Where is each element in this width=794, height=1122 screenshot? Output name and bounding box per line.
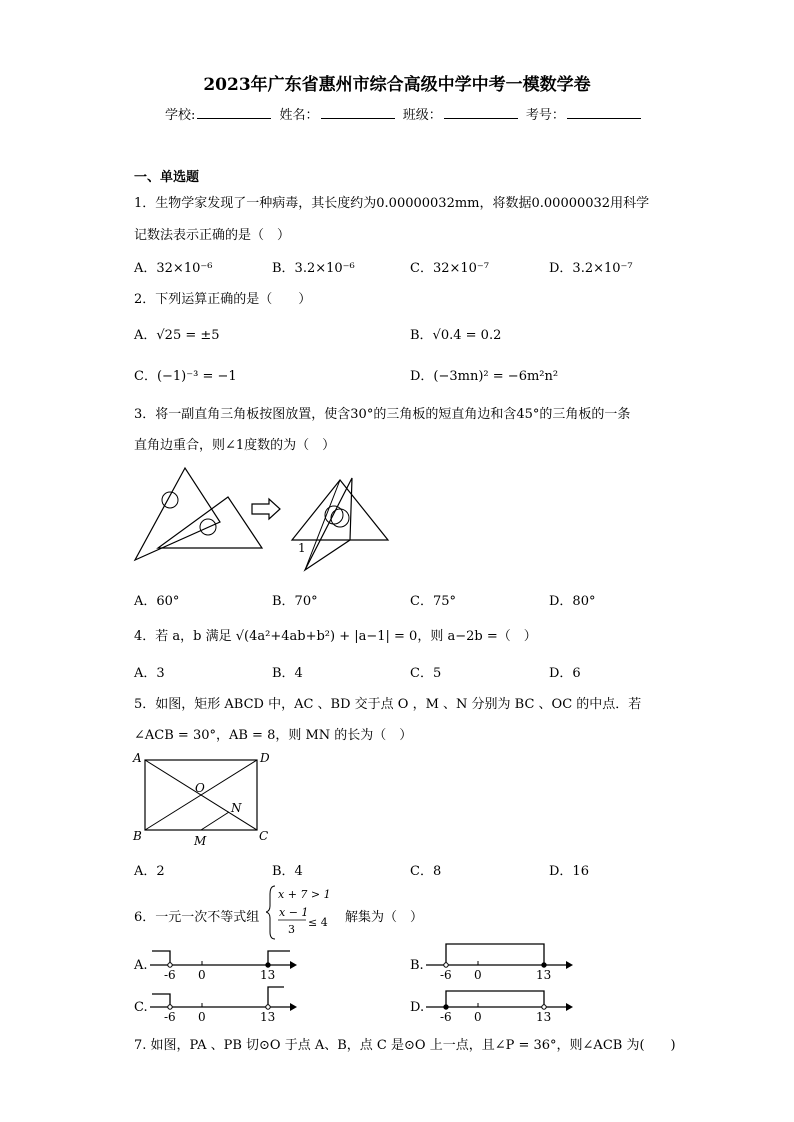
q1-option-c[interactable]: C．32×10⁻⁷ <box>410 261 489 276</box>
q3-line2: 直角边重合，则∠1度数的为（ ） <box>134 438 336 453</box>
class-label: 班级： <box>402 108 442 123</box>
q1-line2: 记数法表示正确的是（ ） <box>134 228 291 243</box>
arrow-right-icon <box>290 1003 297 1011</box>
q3-triangle-45-left <box>158 497 262 548</box>
q5-segment-mn <box>201 812 229 830</box>
q6-option-d-letter[interactable]: D. <box>410 1000 425 1015</box>
q5-option-b[interactable]: B．4 <box>272 864 303 879</box>
q1-option-d[interactable]: D．3.2×10⁻⁷ <box>549 261 633 276</box>
page-title: 2023年广东省惠州市综合高级中学中考一模数学卷 <box>203 75 591 95</box>
q3-angle-label: 1 <box>298 541 306 555</box>
q1-option-a[interactable]: A．32×10⁻⁶ <box>134 261 213 276</box>
tick-label-13: 13 <box>260 968 276 981</box>
q6-suffix: 解集为（ ） <box>345 910 424 925</box>
q5-label-c: C <box>259 829 269 843</box>
q6-ineq2-rhs: ≤ 4 <box>308 916 328 929</box>
q4-option-c[interactable]: C．5 <box>410 666 442 681</box>
q2-option-d[interactable]: D．(−3mn)² = −6m²n² <box>410 369 559 384</box>
q2-option-a[interactable]: A．√25 = ±5 <box>134 328 220 343</box>
open-dot <box>444 963 448 967</box>
school-blank[interactable] <box>197 106 271 119</box>
q3-hole-4 <box>331 509 349 527</box>
q1-option-b[interactable]: B．3.2×10⁻⁶ <box>272 261 355 276</box>
tick-label-0: 0 <box>474 1010 482 1023</box>
tick-label-0: 0 <box>198 968 206 981</box>
tick-label-0: 0 <box>198 1010 206 1023</box>
q2-option-b[interactable]: B．√0.4 = 0.2 <box>410 328 502 343</box>
q6-ineq2-numerator: x − 1 <box>279 906 309 919</box>
q6-option-c-numberline[interactable] <box>150 983 300 1023</box>
q6-inequality-system <box>266 882 336 942</box>
q3-triangle-45-right <box>292 480 388 540</box>
q6-brace <box>266 886 275 939</box>
solution-ray <box>152 951 170 965</box>
class-blank[interactable] <box>444 106 518 119</box>
q2-stem: 2．下列运算正确的是（ ） <box>134 292 312 307</box>
solid-dot <box>444 1005 448 1009</box>
q5-option-a[interactable]: A．2 <box>134 864 165 879</box>
q3-triangle-30-left <box>135 468 220 560</box>
q3-line1: 3．将一副直角三角板按图放置，使含30°的三角板的短直角边和含45°的三角板的一条 <box>134 407 631 422</box>
q7-stem: 7. 如图，PA 、PB 切⊙O 于点 A、B，点 C 是⊙O 上一点，且∠P = 36°，则∠ACB 为( ) <box>134 1038 676 1053</box>
q3-triangle-30-right <box>305 478 352 570</box>
q5-label-b: B <box>133 829 142 843</box>
q5-label-a: A <box>133 751 142 765</box>
name-label: 姓名： <box>279 108 319 123</box>
q4-option-b[interactable]: B．4 <box>272 666 303 681</box>
q6-ineq2-denominator: 3 <box>288 923 295 936</box>
exam-number-blank[interactable] <box>567 106 641 119</box>
q5-label-m: M <box>194 834 207 848</box>
arrow-right-icon <box>252 499 280 519</box>
q4-stem: 4．若 a，b 满足 √(4a²+4ab+b²) + |a−1| = 0，则 a−2b =（ ） <box>134 629 537 644</box>
q6-option-b-numberline[interactable] <box>426 940 576 981</box>
name-blank[interactable] <box>321 106 395 119</box>
q6-prefix: 6．一元一次不等式组 <box>134 910 260 925</box>
tick-label-13: 13 <box>260 1010 276 1023</box>
tick-label-neg6: -6 <box>164 1010 176 1023</box>
q5-label-n: N <box>231 801 242 815</box>
q3-option-b[interactable]: B．70° <box>272 594 318 609</box>
q5-label-o: O <box>195 781 205 795</box>
open-dot <box>168 963 172 967</box>
tick-label-neg6: -6 <box>440 968 452 981</box>
student-info-line <box>165 104 645 123</box>
tick-label-neg6: -6 <box>164 968 176 981</box>
arrow-right-icon <box>290 961 297 969</box>
exam-number-label: 考号： <box>525 108 565 123</box>
open-dot <box>542 1005 546 1009</box>
q3-figure <box>130 460 400 580</box>
q1-line1: 1．生物学家发现了一种病毒，其长度约为0.00000032mm，将数据0.00000032用科学 <box>134 196 650 211</box>
solution-ray <box>268 951 290 965</box>
q5-option-c[interactable]: C．8 <box>410 864 442 879</box>
q6-option-a-numberline[interactable] <box>150 943 300 981</box>
q2-option-c[interactable]: C．(−1)⁻³ = −1 <box>134 369 237 384</box>
q5-option-d[interactable]: D．16 <box>549 864 589 879</box>
q5-line2: ∠ACB = 30°，AB = 8，则 MN 的长为（ ） <box>134 728 413 743</box>
q3-option-d[interactable]: D．80° <box>549 594 596 609</box>
tick-label-13: 13 <box>536 968 552 981</box>
solid-dot <box>542 963 546 967</box>
tick-label-0: 0 <box>474 968 482 981</box>
q4-option-d[interactable]: D．6 <box>549 666 581 681</box>
tick-label-13: 13 <box>536 1010 552 1023</box>
q6-option-d-numberline[interactable] <box>426 983 576 1023</box>
q3-option-a[interactable]: A．60° <box>134 594 180 609</box>
arrow-right-icon <box>566 961 573 969</box>
solution-segment <box>446 944 544 965</box>
open-dot <box>266 1005 270 1009</box>
q6-option-b-letter[interactable]: B. <box>410 958 424 973</box>
solution-segment <box>446 991 544 1007</box>
solution-ray <box>268 987 284 1007</box>
q5-rectangle-figure <box>130 750 280 850</box>
q5-label-d: D <box>260 751 270 765</box>
q6-ineq1: x + 7 > 1 <box>278 888 331 901</box>
arrow-right-icon <box>566 1003 573 1011</box>
q6-option-a-letter[interactable]: A. <box>134 958 148 973</box>
solid-dot <box>266 963 270 967</box>
open-dot <box>168 1005 172 1009</box>
school-label: 学校: <box>165 108 196 123</box>
solution-ray <box>152 994 170 1007</box>
q4-option-a[interactable]: A．3 <box>134 666 165 681</box>
q3-option-c[interactable]: C．75° <box>410 594 456 609</box>
q5-line1: 5．如图，矩形 ABCD 中，AC 、BD 交于点 O ，M 、N 分别为 BC 、OC 的中点．若 <box>134 697 642 712</box>
q6-option-c-letter[interactable]: C. <box>134 1000 148 1015</box>
tick-label-neg6: -6 <box>440 1010 452 1023</box>
section-title: 一、单选题 <box>134 170 200 185</box>
